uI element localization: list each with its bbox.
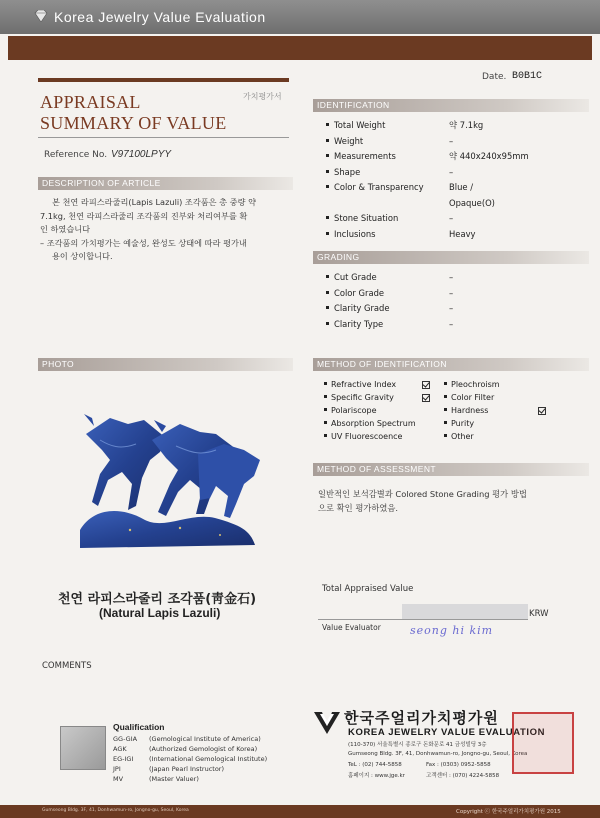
- organization-website: 홈페이지 : www.jge.kr: [348, 773, 405, 779]
- id-value: –: [449, 166, 454, 177]
- assessment-line: 으로 확인 평가하였음.: [318, 503, 399, 513]
- photo-caption-korean: 천연 라피스라줄리 조각품(靑金石): [58, 592, 257, 607]
- organization-fax: Fax : (0303) 0952-5858: [426, 762, 491, 768]
- method-row: Refractive Index: [324, 378, 436, 391]
- id-row: Stone Situation: [326, 211, 446, 227]
- identification-values: [449, 118, 579, 242]
- method-row: Pleochroism: [444, 378, 544, 391]
- document-title: [40, 92, 227, 134]
- organization-name-korean: 한국주얼리가치평가원: [344, 709, 499, 727]
- reference-label: Reference No.: [44, 150, 108, 160]
- grading-row: Clarity Type: [326, 317, 446, 333]
- method-left-column: [324, 378, 436, 443]
- method-row: Purity: [444, 417, 544, 430]
- description-text: [40, 196, 288, 264]
- grading-values: [449, 270, 509, 332]
- id-value: Heavy: [449, 228, 476, 239]
- id-value: Blue /: [449, 182, 474, 192]
- grading-row: Color Grade: [326, 286, 446, 302]
- qualification-list: [113, 734, 303, 784]
- date-label: Date.: [482, 72, 507, 82]
- id-row: Total Weight: [326, 118, 446, 134]
- grading-value: –: [449, 303, 454, 313]
- id-row: Shape: [326, 165, 446, 181]
- lapis-horse-sculpture-photo: [40, 380, 291, 560]
- organization-logo-icon: [312, 708, 342, 736]
- footer-address: Gumseong Bldg. 3F, 41, Donhwamun-ro, Jongno-gu, Seoul, Korea: [42, 808, 189, 813]
- comments-label: COMMENTS: [42, 661, 92, 671]
- qualification-row: GG-GIA (Gemological Institute of America): [113, 735, 261, 743]
- qualification-title: Qualification: [113, 722, 165, 732]
- top-header-bar: [0, 0, 600, 34]
- date-value: B0B1C: [512, 71, 543, 82]
- description-line: – 조각품의 가치평가는 예술성, 완성도 상태에 따라 평가내: [40, 237, 247, 248]
- id-value: –: [449, 213, 454, 223]
- evaluator-label: Value Evaluator: [322, 623, 381, 632]
- certificate-emblem: [60, 726, 106, 770]
- id-value: 약 440x240x95mm: [449, 151, 529, 161]
- grading-labels: [326, 270, 446, 332]
- method-right-checks: [538, 404, 548, 417]
- description-line: 본 천연 라피스라줄리(Lapis Lazuli) 조각품은 총 중량 약: [52, 197, 256, 207]
- organization-address-en: Gumseong Bldg. 3F, 41, Donhwamun-ro, Jongno-gu, Seoul, Korea: [348, 751, 528, 757]
- currency-label: KRW: [529, 609, 549, 619]
- title-line-1: APPRAISAL: [40, 92, 141, 112]
- description-line: 7.1kg, 천연 라피스라줄리 조각품의 진부와 처리여부를 확: [40, 210, 248, 221]
- method-identification-header: METHOD OF IDENTIFICATION: [313, 358, 589, 371]
- description-line: 인 하였습니다: [40, 224, 91, 234]
- qualification-row: MV (Master Valuer): [113, 775, 199, 783]
- grading-header: GRADING: [313, 251, 589, 264]
- assessment-text: [318, 487, 578, 515]
- official-seal-stamp: [512, 712, 574, 774]
- assessment-line: 일반적인 보석감별과 Colored Stone Grading 평가 방법: [318, 489, 527, 499]
- description-header: DESCRIPTION OF ARTICLE: [38, 177, 293, 190]
- method-row: Color Filter: [444, 391, 544, 404]
- title-line-2: SUMMARY OF VALUE: [40, 113, 227, 133]
- id-value: 약 7.1kg: [449, 120, 484, 130]
- qualification-row: JPI (Japan Pearl Instructor): [113, 765, 225, 773]
- grading-value: –: [449, 287, 454, 298]
- id-row: Color & Transparency: [326, 180, 446, 196]
- diamond-icon: [34, 10, 48, 22]
- appraised-value-label: Total Appraised Value: [322, 584, 414, 594]
- grading-value: –: [449, 272, 454, 282]
- method-assessment-header: METHOD OF ASSESSMENT: [313, 463, 589, 476]
- method-row: Polariscope: [324, 404, 436, 417]
- grading-row: Clarity Grade: [326, 301, 446, 317]
- id-row: Weight: [326, 134, 446, 150]
- method-row: Specific Gravity: [324, 391, 436, 404]
- identification-header: IDENTIFICATION: [313, 99, 589, 112]
- checkbox-specific-gravity[interactable]: [422, 394, 430, 402]
- grading-value: –: [449, 318, 454, 329]
- qualification-row: EG-IGI (International Gemological Institute): [113, 755, 268, 763]
- title-rule: [38, 78, 289, 82]
- photo-caption-english: (Natural Lapis Lazuli): [99, 606, 221, 620]
- method-left-checks: [422, 378, 432, 404]
- method-right-column: [444, 378, 544, 443]
- method-row: Absorption Spectrum: [324, 417, 436, 430]
- organization-customer-center: 고객센터 : (070) 4224-5858: [426, 773, 500, 779]
- identification-labels: [326, 118, 446, 242]
- value-line: [318, 619, 528, 620]
- brand-band: [8, 36, 592, 60]
- grading-row: Cut Grade: [326, 270, 446, 286]
- method-row: Hardness: [444, 404, 544, 417]
- brand-title: Korea Jewelry Value Evaluation: [54, 9, 266, 25]
- method-row: UV Fluorescoence: [324, 430, 436, 443]
- id-row: Inclusions: [326, 227, 446, 243]
- method-row: Other: [444, 430, 544, 443]
- qualification-row: AGK (Authorized Gemologist of Korea): [113, 745, 258, 753]
- evaluator-signature: seong hi kim: [410, 624, 494, 637]
- redacted-value: [402, 604, 528, 620]
- footer-copyright: Copyright ⓒ 한국주얼리가치평가원 2015: [456, 809, 561, 815]
- checkbox-hardness[interactable]: [538, 407, 546, 415]
- id-row: [326, 196, 446, 212]
- id-value: Opaque(O): [449, 197, 495, 208]
- photo-header: PHOTO: [38, 358, 293, 371]
- id-row: Measurements: [326, 149, 446, 165]
- checkbox-refractive-index[interactable]: [422, 381, 430, 389]
- organization-address-kr: (110-370) 서울특별시 종로구 돈화문로 41 금성빌딩 3층: [348, 742, 487, 748]
- reference-number: V97100LPYY: [111, 149, 172, 160]
- organization-tel: TeL : (02) 744-5858: [348, 762, 402, 768]
- id-value: –: [449, 135, 454, 146]
- organization-name-english: KOREA JEWELRY VALUE EVALUATION: [348, 727, 546, 738]
- title-korean: 가치평가서: [243, 92, 282, 101]
- description-line: 용이 상이합니다.: [52, 251, 113, 261]
- title-divider: [38, 137, 289, 138]
